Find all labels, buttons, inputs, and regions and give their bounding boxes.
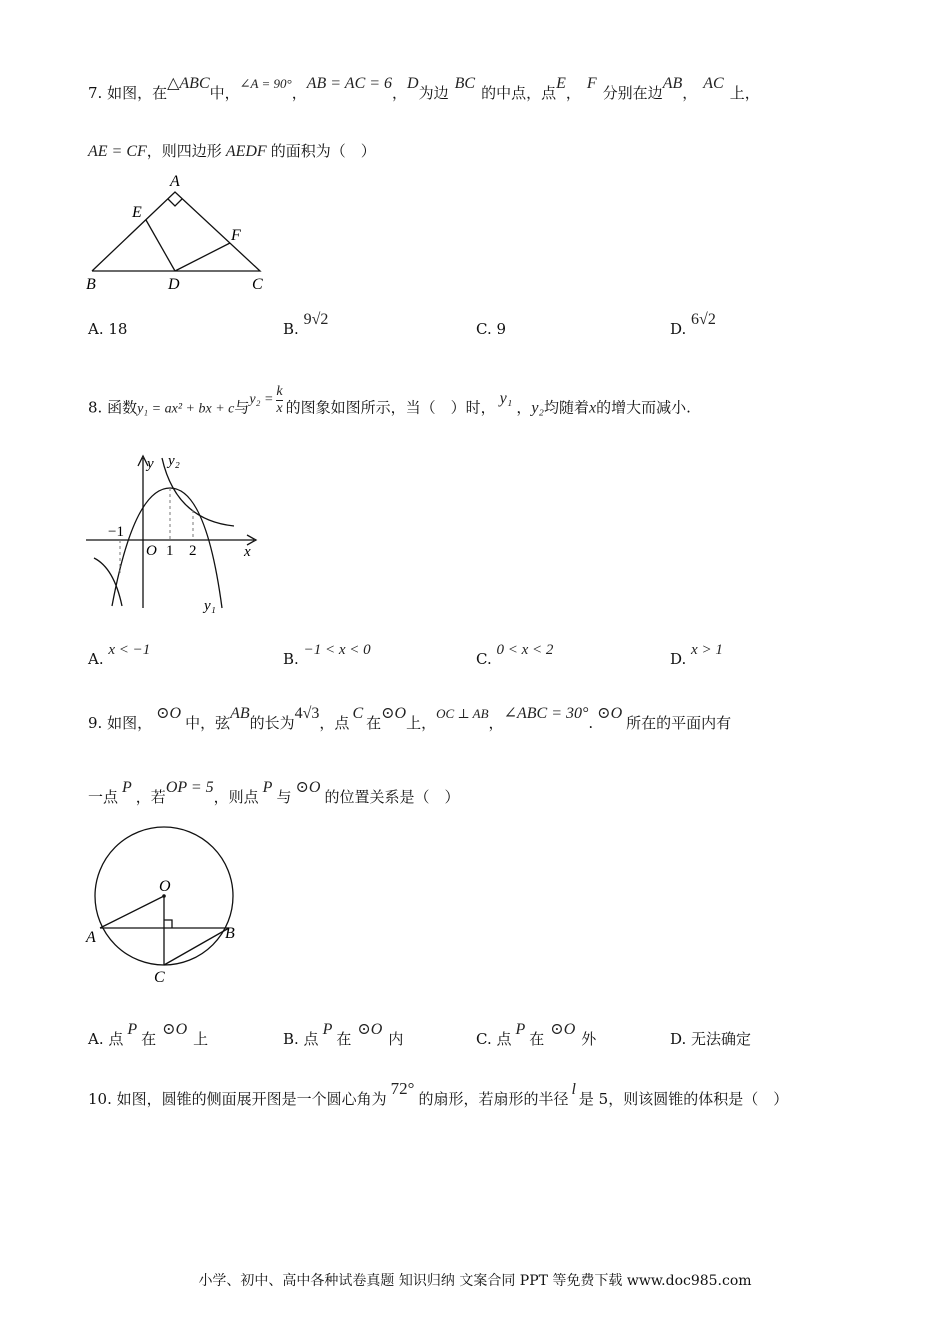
page-footer: 小学、初中、高中各种试卷真题 知识归纳 文案合同 PPT 等免费下载 www.doc985.com <box>198 1273 752 1289</box>
label-tick-2: 2 <box>189 543 197 559</box>
q8-option-b: B. −1 < x < 0 <box>283 642 371 668</box>
q8-option-c: C. 0 < x < 2 <box>476 642 554 668</box>
label-origin: O <box>146 543 157 559</box>
q9-line2: 一点P，若OP = 5，则点P与⊙O的位置关系是（ ） <box>88 779 460 806</box>
q10-line1: 10. 如图，圆锥的侧面展开图是一个圆心角为72°的扇形，若扇形的半径l是 5，则该圆锥的体积是（ ） <box>88 1079 789 1108</box>
q9-option-b: B. 点P在⊙O内 <box>283 1021 404 1048</box>
label-f: F <box>231 227 241 244</box>
triangle-abc: △ABC <box>167 75 210 92</box>
q7-option-b: B. 9√2 <box>283 311 329 338</box>
label-d: D <box>168 276 180 293</box>
q8-function-graph <box>84 448 274 618</box>
q7-option-a: A. 18 <box>88 320 128 338</box>
label-b: B <box>225 925 235 942</box>
q7-line2: AE = CF，则四边形 AEDF 的面积为（ ） <box>88 142 376 160</box>
q7-option-c: C. 9 <box>476 320 507 338</box>
q9-line1: 9. 如图，⊙O中，弦AB的长为4√3，点C在⊙O上，OC ⊥ AB，∠ABC = 30°.⊙O所在的平面内有 <box>88 705 732 732</box>
label-a: A <box>170 173 180 190</box>
label-tick-neg1: −1 <box>108 524 124 540</box>
label-y2: y₂ <box>168 453 180 469</box>
q8-option-d: D. x > 1 <box>670 642 723 668</box>
label-a: A <box>86 929 96 946</box>
label-tick-1: 1 <box>166 543 174 559</box>
label-c: C <box>252 276 263 293</box>
label-e: E <box>132 204 142 221</box>
q9-option-c: C. 点P在⊙O外 <box>476 1021 597 1048</box>
label-x-axis: x <box>244 544 251 560</box>
q7-line1: 7. 如图，在△ABC中，∠A = 90°，AB = AC = 6，D为边BC的中点，点E，F分别在边AB，AC上， <box>88 75 760 102</box>
label-b: B <box>86 276 96 293</box>
q9-option-d: D. 无法确定 <box>670 1030 752 1048</box>
q7-option-d: D. 6√2 <box>670 311 716 338</box>
q8-line1: 8. 函数y₁ = ax² + bx + c与y₂ = $\frac{k}{x}$ 的图象如图所示，当（ ）时，y₁，y₂均随着x的增大而减小. <box>88 384 691 417</box>
label-y1: y₁ <box>204 598 216 614</box>
q9-option-a: A. 点P在⊙O上 <box>88 1021 209 1048</box>
q9-circle-figure <box>82 820 247 990</box>
q7-triangle-figure <box>80 168 280 293</box>
label-c: C <box>154 969 165 986</box>
q8-option-a: A. x < −1 <box>88 642 151 668</box>
label-o: O <box>159 878 171 895</box>
label-y-axis: y <box>147 456 154 472</box>
